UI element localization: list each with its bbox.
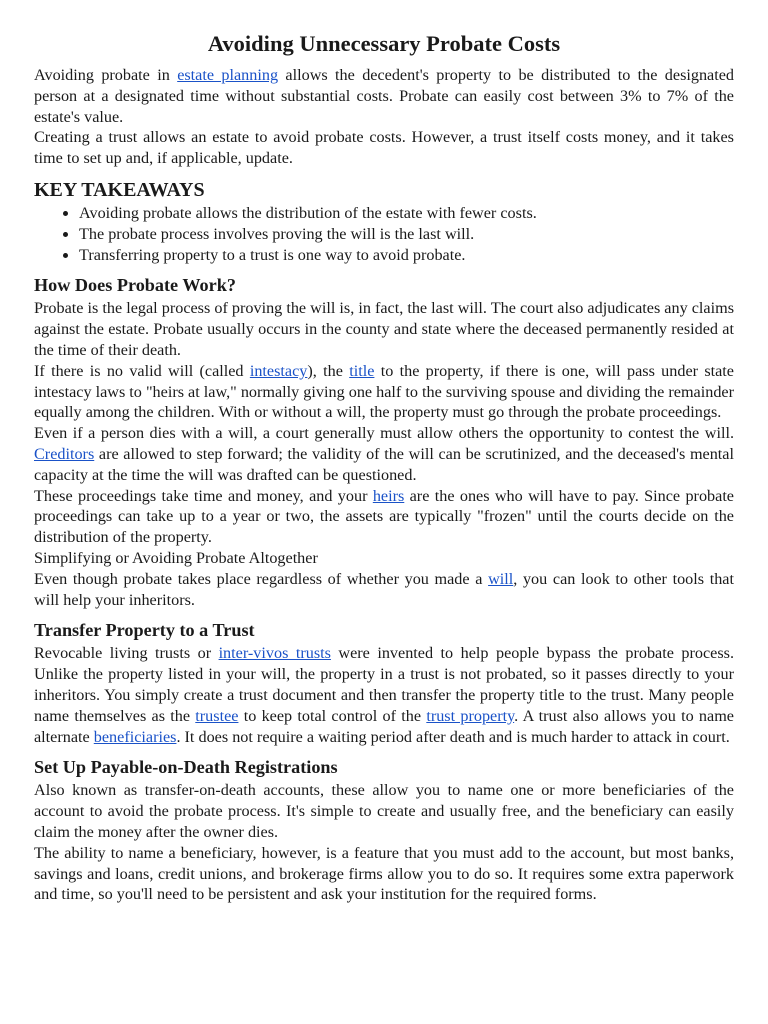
probate-heading: How Does Probate Work? — [34, 275, 236, 296]
will-link[interactable]: will — [488, 569, 514, 588]
intro-p1-text-end: allows the decedent's property to be distributed to the designated person at a designated time without substantial costs. Probate can easily cost between 3% to 7% of the estate's value. — [34, 66, 735, 126]
creditors-link[interactable]: Creditors — [34, 444, 95, 463]
text-span: to the property, if there is one, will pass under state intestacy laws to "heirs at law," normally giving one half to the surviving spouse and dividing the remainder equally among the children. With or without a will, the property must go through the probate proceedings. — [34, 361, 734, 422]
text-span: . It does not require a waiting period after death and is much harder to attack in court. — [176, 727, 730, 746]
intro-paragraph-2: Creating a trust allows an estate to avoid probate costs. However, a trust itself costs money, and it takes time to set up and, if applicable, update. — [34, 128, 734, 168]
estate-planning-link[interactable]: estate planning — [177, 66, 279, 84]
trust-property-link[interactable]: trust property — [426, 706, 515, 725]
title-link[interactable]: title — [349, 361, 375, 380]
trust-paragraph — [34, 643, 734, 747]
intro-paragraph-1 — [34, 65, 734, 127]
inter-vivos-trusts-link[interactable]: inter-vivos trusts — [218, 644, 331, 663]
intro-p1-text: Avoiding probate in — [34, 66, 178, 84]
beneficiaries-link[interactable]: beneficiaries — [93, 727, 177, 746]
key-takeaways-heading: KEY TAKEAWAYS — [34, 178, 205, 201]
text-span: Even though probate takes place regardless of whether you made a — [34, 569, 489, 588]
intestacy-link[interactable]: intestacy — [249, 361, 308, 380]
page-title: Avoiding Unnecessary Probate Costs — [207, 31, 561, 56]
probate-subheading: Simplifying or Avoiding Probate Altogether — [34, 548, 318, 567]
text-span: . A trust also allows you to name alternate — [34, 706, 734, 746]
text-span: are the ones who will have to pay. Since probate proceedings can take up to a year or two, the assets are typically "frozen" until the courts decide on the distribution of the property. — [34, 486, 734, 547]
probate-paragraph-6 — [34, 569, 734, 611]
key-takeaways-list — [34, 203, 734, 265]
text-span: ), the — [307, 361, 350, 380]
text-span: to keep total control of the — [238, 706, 427, 725]
pod-paragraph-2: The ability to name a beneficiary, however, is a feature that you must add to the account, but most banks, savings and loans, credit unions, and brokerage firms allow you to do so. It requires some extra paperwork and time, so you'll need to be persistent and ask your institution for the required forms. — [34, 843, 734, 904]
heirs-link[interactable]: heirs — [372, 486, 405, 505]
list-item: • Avoiding probate allows the distribution of the estate with fewer costs. — [79, 203, 734, 224]
probate-paragraph-1: Probate is the legal process of proving the will is, in fact, the last will. The court also adjudicates any claims against the estate. Probate usually occurs in the county and state where the deceased permanently resided at the time of their death. — [34, 299, 734, 359]
probate-paragraph-3 — [34, 423, 734, 485]
text-span: Even if a person dies with a will, a court generally must allow others the opportunity to contest the will. — [34, 424, 734, 443]
trust-heading: Transfer Property to a Trust — [34, 620, 255, 641]
probate-paragraph-4 — [34, 486, 734, 548]
text-span: If there is no valid will (called — [34, 361, 250, 380]
list-item: • Transferring property to a trust is one way to avoid probate. — [79, 245, 734, 266]
text-span: are allowed to step forward; the validity of the will can be scrutinized, and the deceased's mental capacity at the time the will was drafted can be questioned. — [34, 444, 734, 484]
text-span: These proceedings take time and money, and your — [34, 486, 373, 505]
pod-heading: Set Up Payable-on-Death Registrations — [34, 757, 338, 778]
probate-paragraph-2 — [34, 361, 734, 423]
list-item: • The probate process involves proving the will is the last will. — [79, 224, 734, 245]
trustee-link[interactable]: trustee — [195, 706, 239, 725]
text-span: , you can look to other tools that will help your inheritors. — [34, 569, 734, 609]
text-span: were invented to help people bypass the probate process. Unlike the property listed in your will, the property in a trust is not probated, so it passes directly to your inheritors. You simply create a trust document and then transfer the property title to the trust. Many people name themselves as the — [34, 644, 734, 725]
pod-paragraph-1: Also known as transfer-on-death accounts, these allow you to name one or more beneficiaries of the account to avoid the probate process. It's simple to create and usually free, and the beneficiary can easily claim the money after the owner dies. — [34, 781, 734, 841]
text-span: Revocable living trusts or — [34, 644, 219, 663]
